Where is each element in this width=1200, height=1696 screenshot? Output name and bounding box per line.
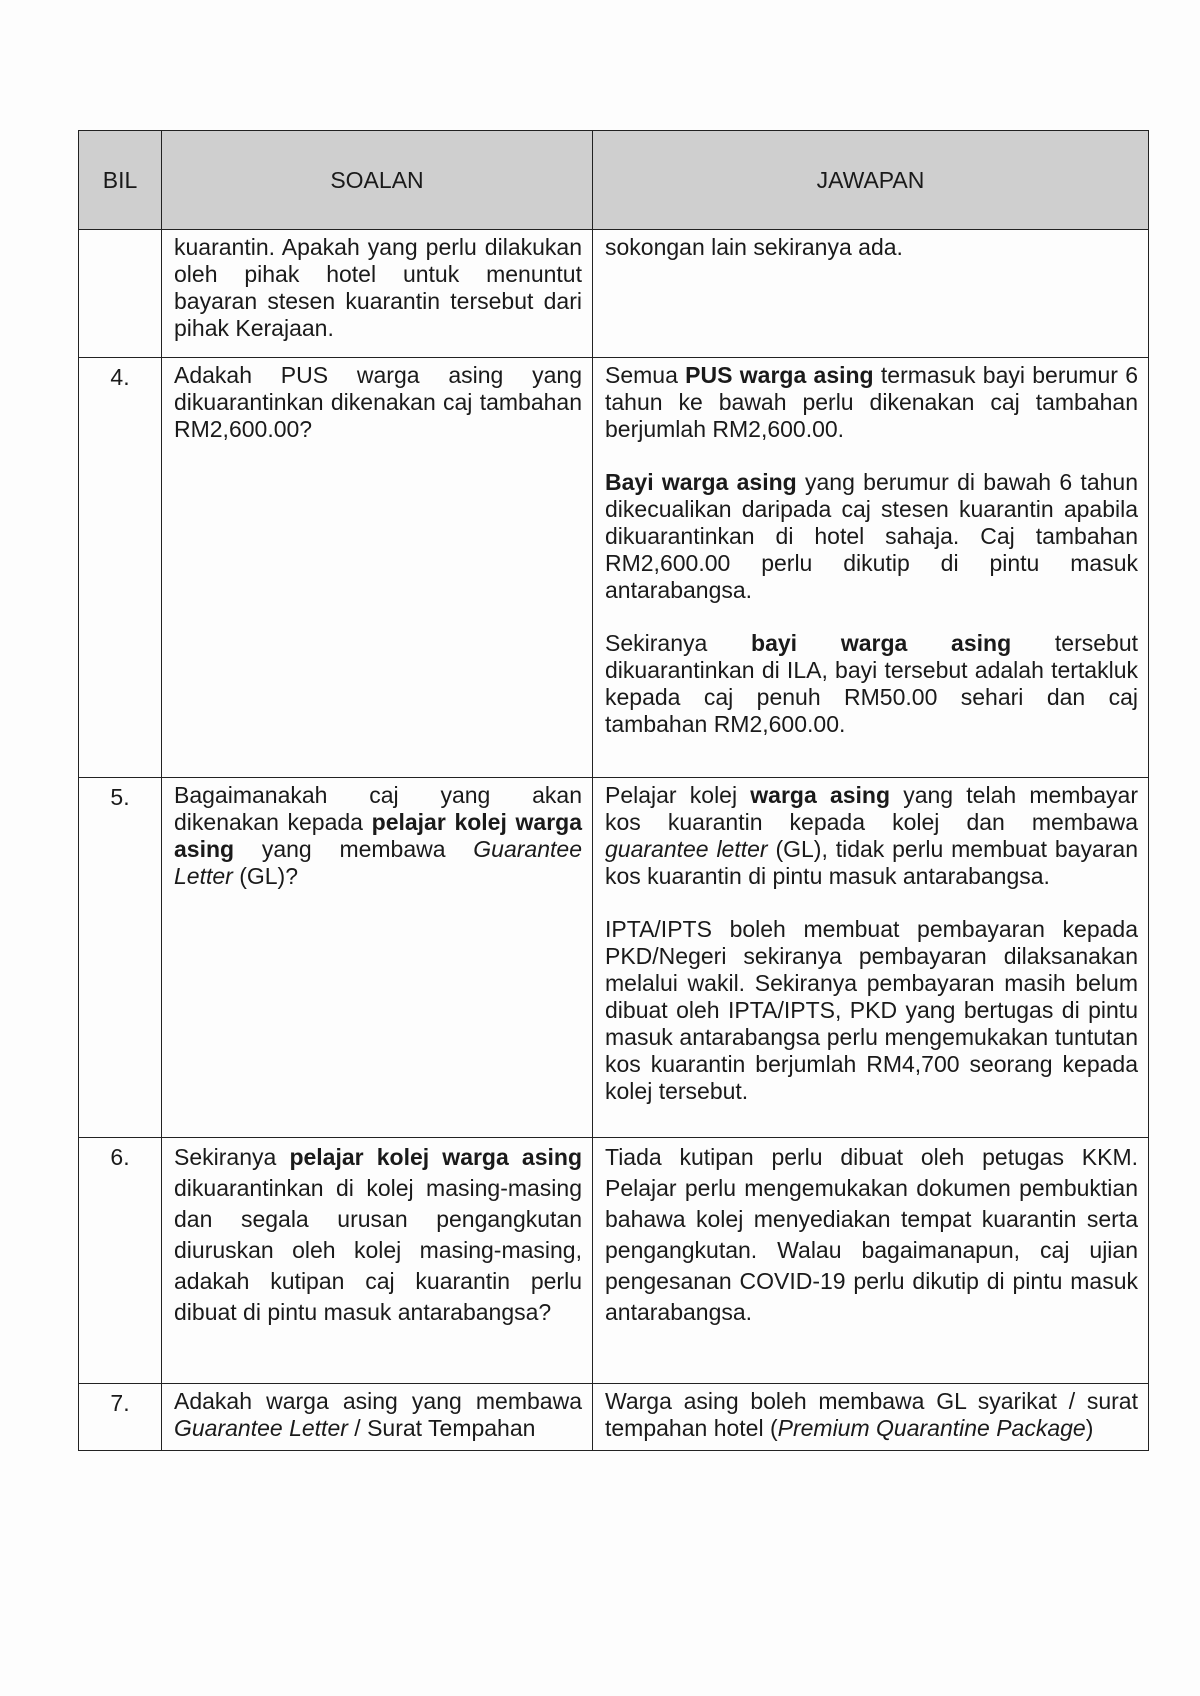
answer-cell: Tiada kutipan perlu dibuat oleh petugas KKM. Pelajar perlu mengemukakan dokumen pembuktian bahawa kolej menyediakan tempat kuarantin serta pengangkutan. Walau bagaimanapun, caj ujian pengesanan COVID-19 perlu dikutip di pintu masuk antarabangsa. [593,1138,1149,1384]
answer-paragraph: Bayi warga asing yang berumur di bawah 6 tahun dikecualikan daripada caj stesen kuarantin apabila dikuarantinkan di hotel sahaja. Caj tambahan RM2,600.00 perlu dikutip di pintu masuk antarabangsa. [605,469,1138,603]
answer-paragraph: Pelajar kolej warga asing yang telah membayar kos kuarantin kepada kolej dan membawa guarantee letter (GL), tidak perlu membuat bayaran kos kuarantin di pintu masuk antarabangsa. [605,782,1138,889]
header-soalan: SOALAN [162,131,593,230]
question-cell: Sekiranya pelajar kolej warga asing dikuarantinkan di kolej masing-masing dan segala urusan pengangkutan diuruskan oleh kolej masing-masing, adakah kutipan caj kuarantin perlu dibuat di pintu masuk antarabangsa? [162,1138,593,1384]
answer-cell [593,778,1149,1138]
answer-paragraph: IPTA/IPTS boleh membuat pembayaran kepada PKD/Negeri sekiranya pembayaran dilaksanakan melalui wakil. Sekiranya pembayaran masih belum dibuat oleh IPTA/IPTS, PKD yang bertugas di pintu masuk antarabangsa perlu mengemukakan tuntutan kos kuarantin berjumlah RM4,700 seorang kepada kolej tersebut. [605,916,1138,1104]
table-row [79,358,1149,778]
table-row [79,1138,1149,1384]
header-bil: BIL [79,131,162,230]
question-cell: Adakah PUS warga asing yang dikuarantinkan dikenakan caj tambahan RM2,600.00? [162,358,593,778]
row-number [79,230,162,358]
answer-cell: Warga asing boleh membawa GL syarikat / surat tempahan hotel (Premium Quarantine Package) [593,1384,1149,1451]
answer-cell: sokongan lain sekiranya ada. [593,230,1149,358]
faq-table [78,130,1149,1451]
row-number: 7. [79,1384,162,1451]
table-row [79,1384,1149,1451]
answer-cell [593,358,1149,778]
row-number: 5. [79,778,162,1138]
header-jawapan: JAWAPAN [593,131,1149,230]
row-number: 6. [79,1138,162,1384]
question-cell: kuarantin. Apakah yang perlu dilakukan oleh pihak hotel untuk menuntut bayaran stesen kuarantin tersebut dari pihak Kerajaan. [162,230,593,358]
question-cell: Bagaimanakah caj yang akan dikenakan kepada pelajar kolej warga asing yang membawa Guarantee Letter (GL)? [162,778,593,1138]
answer-paragraph: Semua PUS warga asing termasuk bayi berumur 6 tahun ke bawah perlu dikenakan caj tambahan berjumlah RM2,600.00. [605,362,1138,442]
table-row [79,230,1149,358]
question-cell: Adakah warga asing yang membawa Guarantee Letter / Surat Tempahan [162,1384,593,1451]
row-number: 4. [79,358,162,778]
table-row [79,778,1149,1138]
answer-paragraph: Sekiranya bayi warga asing tersebut dikuarantinkan di ILA, bayi tersebut adalah tertakluk kepada caj penuh RM50.00 sehari dan caj tambahan RM2,600.00. [605,630,1139,737]
table-header-row [79,131,1149,230]
